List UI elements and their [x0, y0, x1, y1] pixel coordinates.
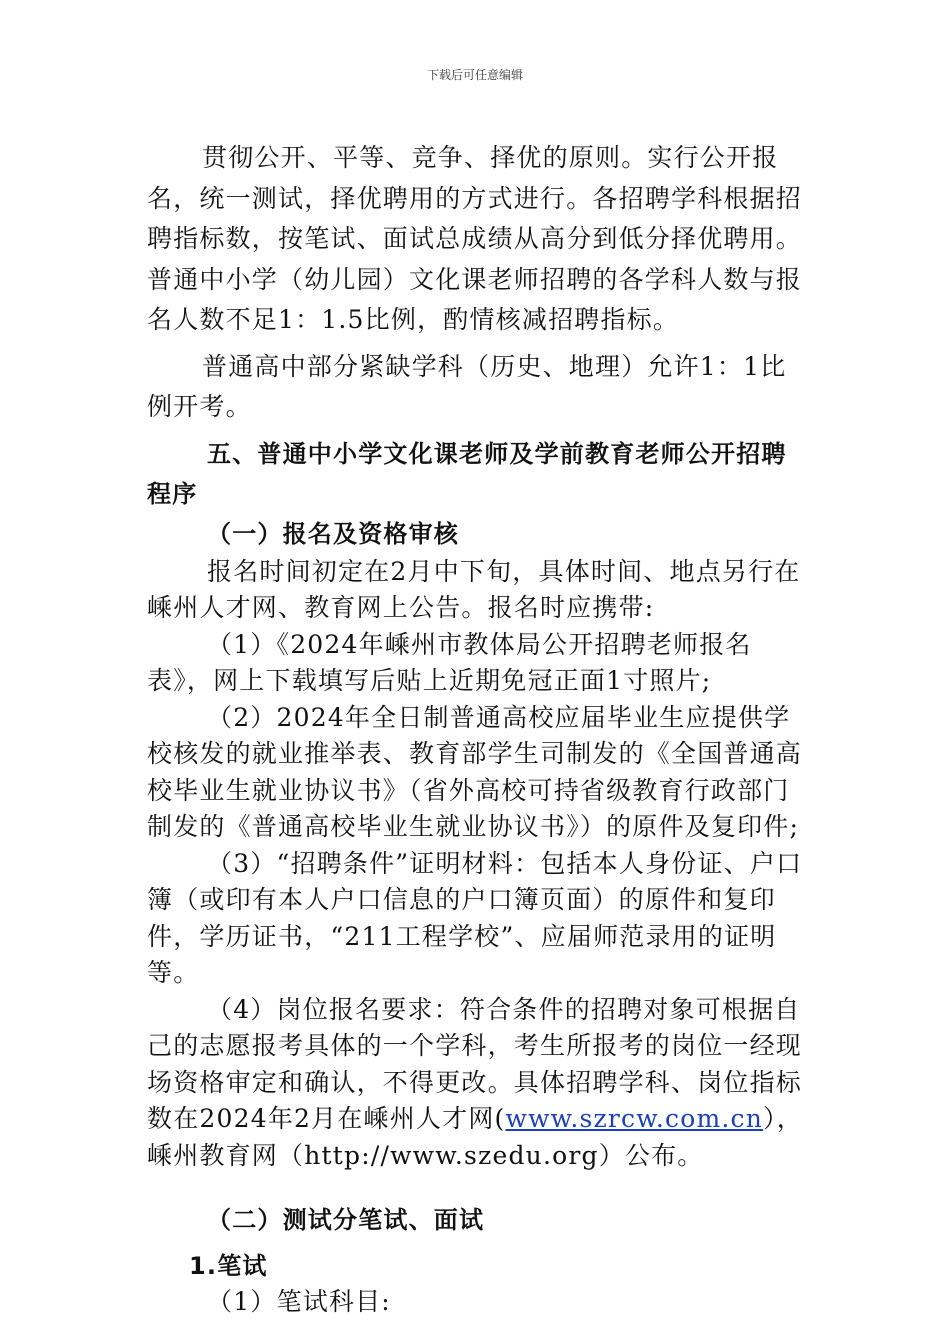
required-item-3: （3）“招聘条件”证明材料：包括本人身份证、户口簿（或印有本人户口信息的户口簿页面）的原件和复印件，学历证书，“211工程学校”、应届师范录用的证明等。	[147, 848, 803, 987]
section-five-heading: 五、普通中小学文化课老师及学前教育老师公开招聘程序	[147, 439, 787, 508]
item4-text-after: ），嵊州教育网（http://www.szedu.org）公布。	[147, 1104, 803, 1170]
principle-paragraph: 贯彻公开、平等、竞争、择优的原则。实行公开报名，统一测试，择优聘用的方式进行。各招聘学科根据招聘指标数，按笔试、面试总成绩从高分到低分择优聘用。普通中小学（幼儿园）文化课老师招聘的各学科人数与报名人数不足1：1.5比例，酌情核减招聘指标。	[147, 143, 803, 334]
subsection-one-heading: （一）报名及资格审核	[207, 519, 459, 548]
written-exam-heading: 1.笔试	[189, 1252, 268, 1280]
registration-time-paragraph: 报名时间初定在2月中下旬，具体时间、地点另行在嵊州人才网、教育网上公告。报名时应携带:	[147, 556, 801, 622]
document-body	[147, 138, 807, 1321]
shortage-subjects-paragraph: 普通高中部分紧缺学科（历史、地理）允许1：1比例开考。	[147, 351, 787, 421]
required-item-4	[147, 992, 807, 1175]
item4-text-before: （4）岗位报名要求：符合条件的招聘对象可根据自己的志愿报考具体的一个学科，考生所报考的岗位一经现场资格审定和确认，不得更改。具体招聘学科、岗位指标数在2024年2月在嵊州人才网(	[147, 994, 803, 1133]
header-note: 下载后可任意编辑	[426, 68, 523, 82]
written-exam-subjects: （1）笔试科目:	[207, 1287, 391, 1316]
talent-network-link[interactable]: www.szrcw.com.cn	[505, 1104, 764, 1133]
required-item-2: （2）2024年全日制普通高校应届毕业生应提供学校核发的就业推举表、教育部学生司制发的《全国普通高校毕业生就业协议书》（省外高校可持省级教育行政部门制发的《普通高校毕业生就业协议书》）的原件及复印件;	[147, 702, 803, 841]
required-item-1: （1）《2024年嵊州市教体局公开招聘老师报名表》，网上下载填写后贴上近期免冠正面1寸照片;	[147, 629, 752, 695]
subsection-two-heading: （二）测试分笔试、面试	[207, 1206, 485, 1234]
